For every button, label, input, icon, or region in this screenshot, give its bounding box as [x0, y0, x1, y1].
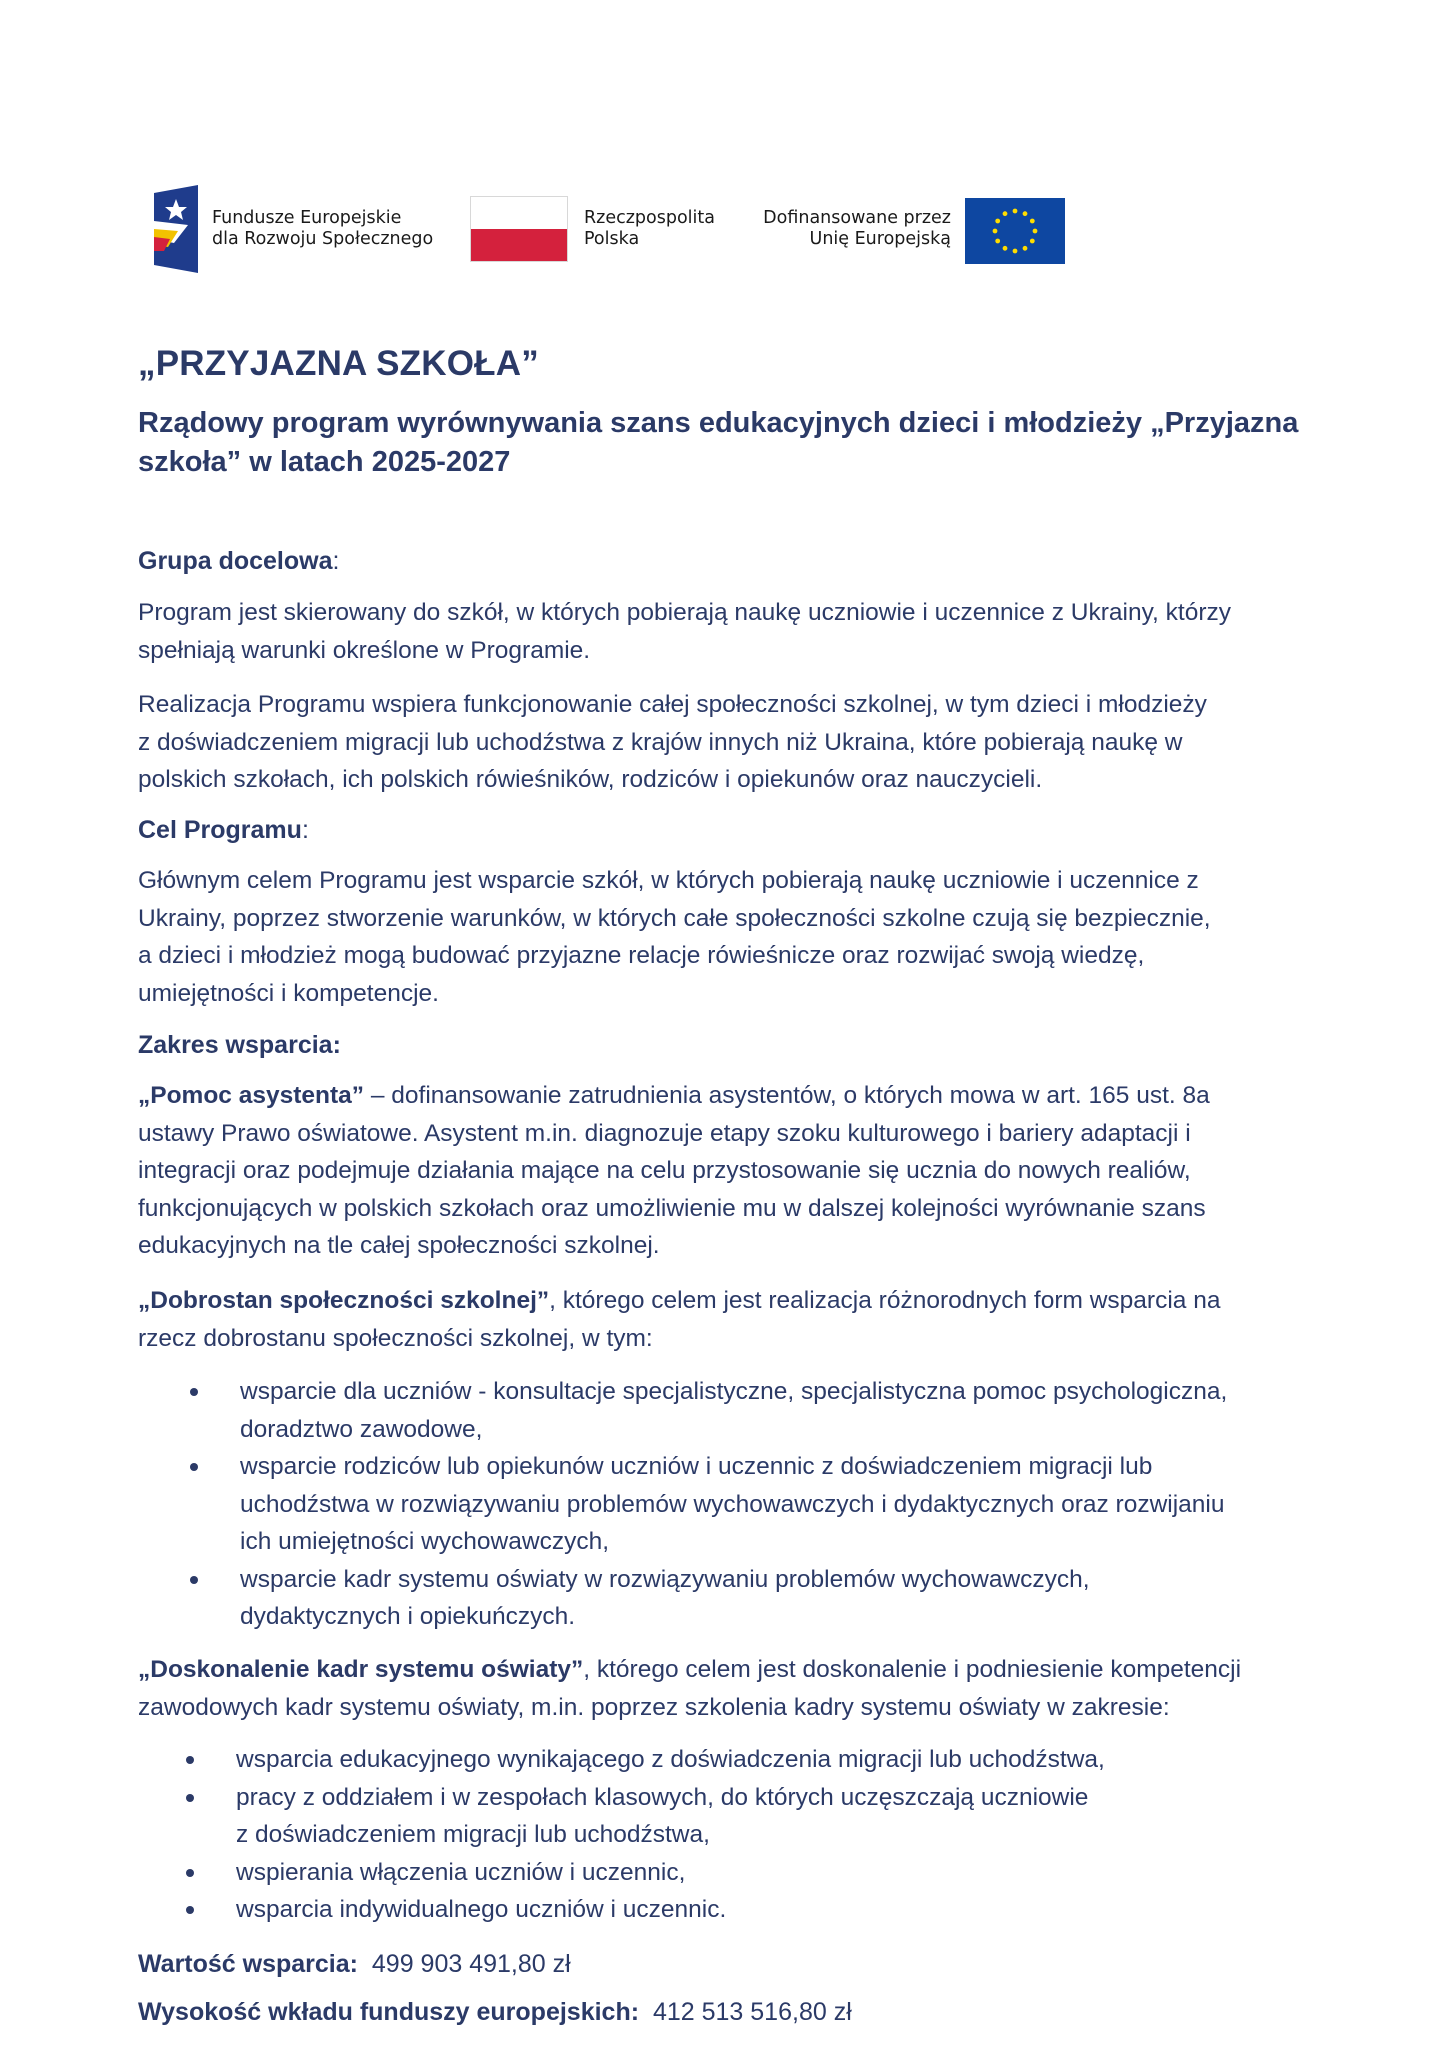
logo-strip [148, 182, 1068, 278]
eu-logo-line1: Dofinansowane przez [763, 208, 951, 228]
list-item: wsparcia edukacyjnego wynikającego z doświadczenia migracji lub uchodźstwa, [134, 1741, 1274, 1779]
assistant-title: „Pomoc asystenta” [138, 1082, 365, 1109]
wellbeing-list [138, 1373, 1278, 1636]
eu-logo-line2: Unię Europejską [809, 229, 951, 249]
fe-logo-line2: dla Rozwoju Społecznego [212, 229, 434, 249]
wellbeing-title: „Dobrostan społeczności szkolnej” [138, 1287, 550, 1314]
document-subtitle [138, 404, 1338, 482]
eu-funds-value [138, 1998, 1338, 2027]
eu-logo-text [748, 208, 951, 250]
staff-title: „Doskonalenie kadr systemu oświaty” [138, 1656, 584, 1683]
assistant-paragraph: „Pomoc asystenta” – dofinansowanie zatrudnienia asystentów, o których mowa w art. 165 ust. 8a ustawy Prawo oświatowe. Asystent m.in. diagnozuje etapy szoku kulturowego i bariery adaptacji i integracji oraz podejmuje działania mające na celu przystosowanie się ucznia do nowych realiów, funkcjonujących w polskich szkołach oraz umożliwienie mu w dalszej kolejności wyrównanie szans edukacyjnych na tle całej społeczności szkolnej. [138, 1082, 1210, 1259]
bullet-icon [186, 1906, 194, 1914]
rp-logo-line2: Polska [584, 229, 640, 249]
support-value [138, 1950, 1338, 1979]
wellbeing-paragraph: „Dobrostan społeczności szkolnej”, którego celem jest realizacja różnorodnych form wsparcia na rzecz dobrostanu społeczności szkolnej, w tym: [138, 1287, 1221, 1352]
support-value-amount: 499 903 491,80 zł [371, 1950, 571, 1978]
fe-logo-line1: Fundusze Europejskie [212, 208, 402, 228]
bullet-icon [190, 1463, 198, 1471]
bullet-icon [190, 1388, 198, 1396]
subtitle-line: Rządowy program wyrównywania szans edukacyjnych dzieci i młodzieży „Przyjazna [138, 407, 1299, 439]
rp-logo-line1: Rzeczpospolita [584, 208, 715, 228]
goal-heading: Cel Programu: [138, 816, 309, 844]
bullet-icon [186, 1794, 194, 1802]
scope-heading: Zakres wsparcia: [138, 1031, 341, 1059]
support-value-label: Wartość wsparcia: [138, 1950, 358, 1978]
rp-logo-text [584, 208, 715, 250]
eu-flag-icon [965, 198, 1065, 264]
list-item: pracy z oddziałem i w zespołach klasowych, do których uczęszczają uczniowie z doświadczeniem migracji lub uchodźstwa, [134, 1779, 1274, 1854]
eu-funds-amount: 412 513 516,80 zł [652, 1998, 852, 2026]
target-group-heading: Grupa docelowa: [138, 547, 340, 575]
polish-flag-icon [470, 196, 568, 262]
bullet-icon [186, 1869, 194, 1877]
list-item: wsparcie kadr systemu oświaty w rozwiązywaniu problemów wychowawczych, dydaktycznych i opiekuńczych. [138, 1561, 1278, 1636]
target-group-paragraph-2: Realizacja Programu wspiera funkcjonowanie całej społeczności szkolnej, w tym dzieci i młodzieży z doświadczeniem migracji lub uchodźstwa z krajów innych niż Ukraina, które pobierają naukę w polskich szkołach, ich polskich rówieśników, rodziców i opiekunów oraz nauczycieli. [138, 691, 1207, 793]
list-item: wsparcie rodziców lub opiekunów uczniów i uczennic z doświadczeniem migracji lub uchodźstwa w rozwiązywaniu problemów wychowawczych i dydaktycznych oraz rozwijaniu ich umiejętności wychowawczych, [138, 1448, 1278, 1561]
goal-paragraph: Głównym celem Programu jest wsparcie szkół, w których pobierają naukę uczniowie i uczennice z Ukrainy, poprzez stworzenie warunków, w których całe społeczności szkolne czują się bezpiecznie, a dzieci i młodzież mogą budować przyjazne relacje rówieśnicze oraz rozwijać swoją wiedzę, umiejętności i kompetencje. [138, 867, 1211, 1007]
subtitle-line: szkoła” w latach 2025-2027 [138, 446, 511, 478]
staff-list [134, 1741, 1274, 1929]
list-item: wsparcie dla uczniów - konsultacje specjalistyczne, specjalistyczna pomoc psychologiczna, doradztwo zawodowe, [138, 1373, 1278, 1448]
list-item: wspierania włączenia uczniów i uczennic, [134, 1854, 1274, 1892]
document-title: „PRZYJAZNA SZKOŁA” [138, 344, 539, 383]
bullet-icon [186, 1756, 194, 1764]
target-group-paragraph-1: Program jest skierowany do szkół, w których pobierają naukę uczniowie i uczennice z Ukrainy, którzy spełniają warunki określone w Programie. [138, 599, 1231, 664]
list-item: wsparcia indywidualnego uczniów i uczennic. [134, 1891, 1274, 1929]
staff-paragraph: „Doskonalenie kadr systemu oświaty”, którego celem jest doskonalenie i podniesienie kompetencji zawodowych kadr systemu oświaty, m.in. poprzez szkolenia kadry systemu oświaty w zakresie: [138, 1656, 1242, 1721]
eu-funds-label: Wysokość wkładu funduszy europejskich: [138, 1998, 640, 2026]
bullet-icon [190, 1576, 198, 1584]
fe-logo-icon [148, 185, 200, 273]
